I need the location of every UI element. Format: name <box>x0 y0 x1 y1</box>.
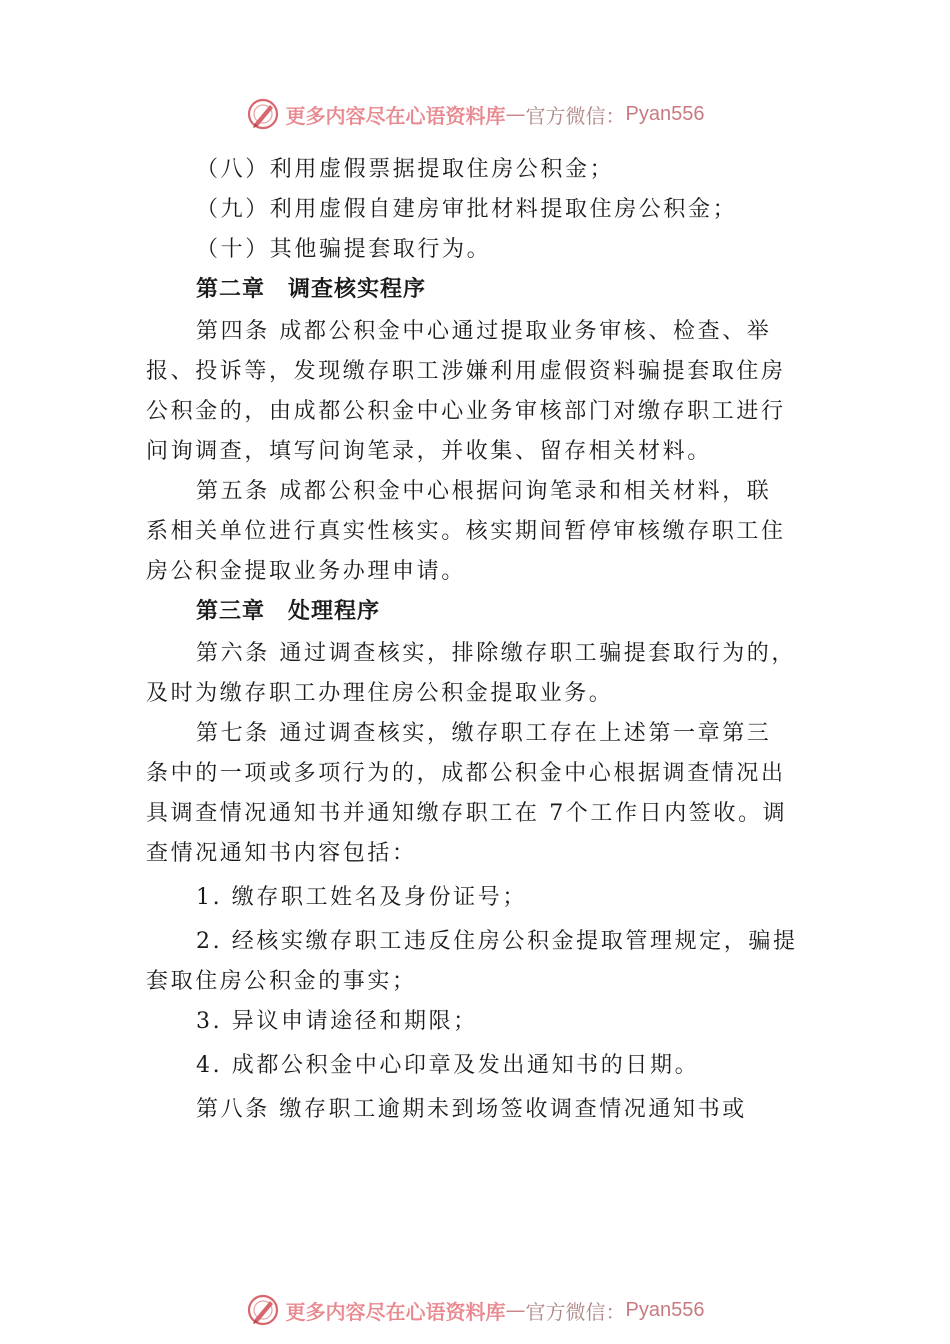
article-7 <box>146 714 810 874</box>
notice-item-2-line: 套取住房公积金的事实； <box>146 969 417 994</box>
article-5-line: 房公积金提取业务办理申请。 <box>146 559 466 584</box>
article-6 <box>146 634 810 714</box>
pen-logo-icon <box>246 97 280 131</box>
notice-item-3: 3. 异议申请途径和期限； <box>196 1009 478 1034</box>
article-5-line: 系相关单位进行真实性核实。核实期间暂停审核缴存职工住 <box>146 519 786 544</box>
list-item-8: （八）利用虚假票据提取住房公积金； <box>196 157 615 182</box>
chapter-2-heading: 第二章 调查核实程序 <box>196 277 427 302</box>
watermark-brand-text: 更多内容尽在心语资料库 <box>285 103 506 128</box>
pen-logo-icon <box>246 1293 280 1327</box>
watermark-official-label: 官方微信： <box>525 1299 626 1324</box>
article-5 <box>146 472 810 592</box>
watermark-brand-text: 更多内容尽在心语资料库 <box>285 1299 506 1324</box>
article-4-line: 报、投诉等，发现缴存职工涉嫌利用虚假资料骗提套取住房 <box>146 359 786 384</box>
article-8-line: 第八条 缴存职工逾期未到场签收调查情况通知书或 <box>196 1097 747 1122</box>
article-4-line: 第四条 成都公积金中心通过提取业务审核、检查、举 <box>196 319 772 344</box>
list-item-10: （十）其他骗提套取行为。 <box>196 237 492 262</box>
article-7-line: 第七条 通过调查核实，缴存职工存在上述第一章第三 <box>196 721 772 746</box>
chapter-3-heading: 第三章 处理程序 <box>196 599 381 624</box>
article-7-line: 查情况通知书内容包括： <box>146 841 417 866</box>
watermark-wechat-id: Pyan556 <box>625 102 705 125</box>
watermark-header <box>0 94 950 134</box>
watermark-footer <box>0 1290 950 1330</box>
notice-item-2 <box>146 922 810 1002</box>
watermark-dash: — <box>505 1298 526 1322</box>
list-item-9: （九）利用虚假自建房审批材料提取住房公积金； <box>196 197 738 222</box>
watermark-dash: — <box>505 102 526 126</box>
notice-item-2-line: 2. 经核实缴存职工违反住房公积金提取管理规定，骗提 <box>196 929 798 954</box>
notice-item-1: 1. 缴存职工姓名及身份证号； <box>196 885 527 910</box>
article-5-line: 第五条 成都公积金中心根据问询笔录和相关材料，联 <box>196 479 772 504</box>
article-6-line: 及时为缴存职工办理住房公积金提取业务。 <box>146 681 614 706</box>
notice-item-4: 4. 成都公积金中心印章及发出通知书的日期。 <box>196 1053 700 1078</box>
document-body <box>146 150 810 1130</box>
article-7-line: 具调查情况通知书并通知缴存职工在 7个工作日内签收。调 <box>146 801 788 826</box>
article-6-line: 第六条 通过调查核实，排除缴存职工骗提套取行为的， <box>196 641 796 666</box>
watermark-wechat-id: Pyan556 <box>625 1298 705 1321</box>
article-7-line: 条中的一项或多项行为的，成都公积金中心根据调查情况出 <box>146 761 786 786</box>
article-4-line: 问询调查，填写问询笔录，并收集、留存相关材料。 <box>146 439 712 464</box>
watermark-official-label: 官方微信： <box>525 103 626 128</box>
article-4-line: 公积金的，由成都公积金中心业务审核部门对缴存职工进行 <box>146 399 786 424</box>
article-4 <box>146 312 810 472</box>
